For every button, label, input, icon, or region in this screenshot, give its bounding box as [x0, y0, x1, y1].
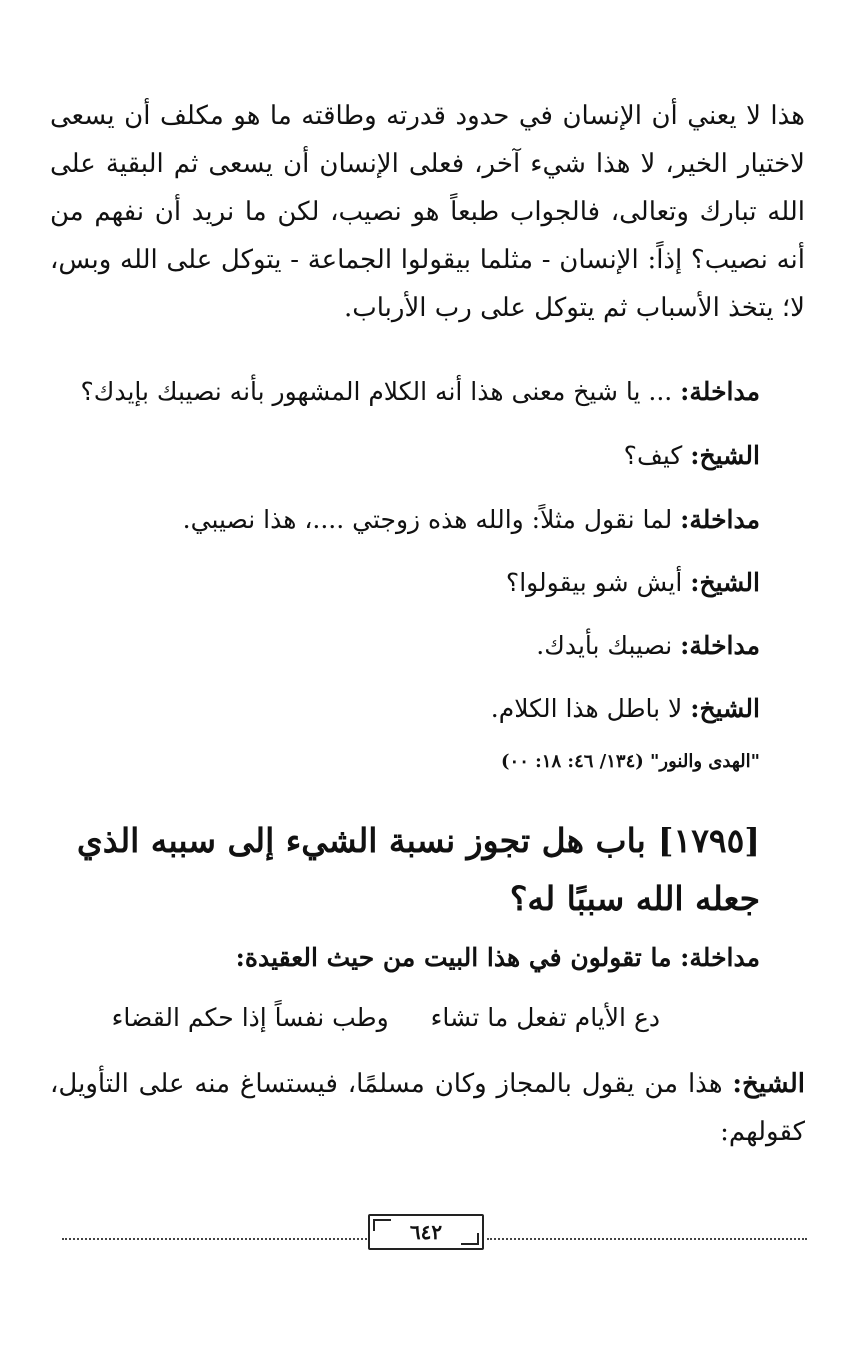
speaker-label: الشيخ: — [690, 441, 760, 470]
poem-hemistich-second: وطب نفساً إذا حكم القضاء — [111, 1003, 389, 1032]
dialogue-line-4 — [50, 563, 760, 603]
dialogue-text: لا باطل هذا الكلام. — [490, 694, 691, 723]
speaker-label: الشيخ: — [732, 1069, 805, 1099]
footer-divider-left — [62, 1238, 367, 1240]
speaker-label: الشيخ: — [690, 568, 760, 597]
dialogue-line-2 — [50, 436, 760, 476]
speaker-label: مداخلة: — [680, 631, 760, 660]
footer-divider-right — [487, 1238, 807, 1240]
chapter-number: [١٧٩٥] — [657, 821, 760, 860]
poem-hemistich-first: دع الأيام تفعل ما تشاء — [430, 1003, 660, 1032]
chapter-heading — [50, 812, 760, 928]
answer-text: هذا من يقول بالمجاز وكان مسلمًا، فيستساغ منه على التأويل، كقولهم: — [50, 1069, 805, 1147]
question-line — [50, 938, 760, 978]
chapter-title-text: باب هل تجوز نسبة الشيء إلى سببه الذي جعله الله سببًا له؟ — [76, 821, 760, 918]
dialogue-line-1 — [50, 372, 760, 412]
poem-verse — [112, 998, 660, 1038]
dialogue-text: لما نقول مثلاً: والله هذه زوجتي ....، هذا نصيبي. — [182, 505, 681, 534]
dialogue-line-5 — [50, 626, 760, 666]
speaker-label: مداخلة: — [680, 943, 760, 972]
body-paragraph: هذا لا يعني أن الإنسان في حدود قدرته وطاقته ما هو مكلف أن يسعى لاختيار الخير، لا هذا شيء آخر، فعلى الإنسان أن يسعى ثم البقية على الله تبارك وتعالى، فالجواب طبعاً هو نصيب، لكن ما نريد أن نفهم من أنه نصيب؟ إذاً: الإنسان - مثلما بيقولوا الجماعة - يتوكل على الله وبس، لا؛ يتخذ الأسباب ثم يتوكل على رب الأرباب. — [50, 101, 805, 323]
page-number-frame — [368, 1214, 484, 1250]
dialogue-text: أيش شو بيقولوا؟ — [505, 568, 691, 597]
dialogue-text: كيف؟ — [623, 441, 691, 470]
speaker-label: مداخلة: — [680, 505, 760, 534]
dialogue-text: نصيبك بأيدك. — [536, 631, 681, 660]
speaker-label: الشيخ: — [690, 694, 760, 723]
dialogue-text: ... يا شيخ معنى هذا أنه الكلام المشهور بأنه نصيبك بإيدك؟ — [80, 377, 681, 406]
question-text: ما تقولون في هذا البيت من حيث العقيدة: — [235, 943, 681, 972]
answer-paragraph — [50, 1060, 805, 1156]
source-citation: "الهدى والنور" (١٣٤/ ٤٦: ١٨: ٠٠) — [501, 751, 760, 772]
dialogue-line-6 — [50, 689, 760, 729]
dialogue-line-3 — [50, 500, 760, 540]
page-number: ٦٤٢ — [409, 1220, 443, 1244]
speaker-label: مداخلة: — [680, 377, 760, 406]
